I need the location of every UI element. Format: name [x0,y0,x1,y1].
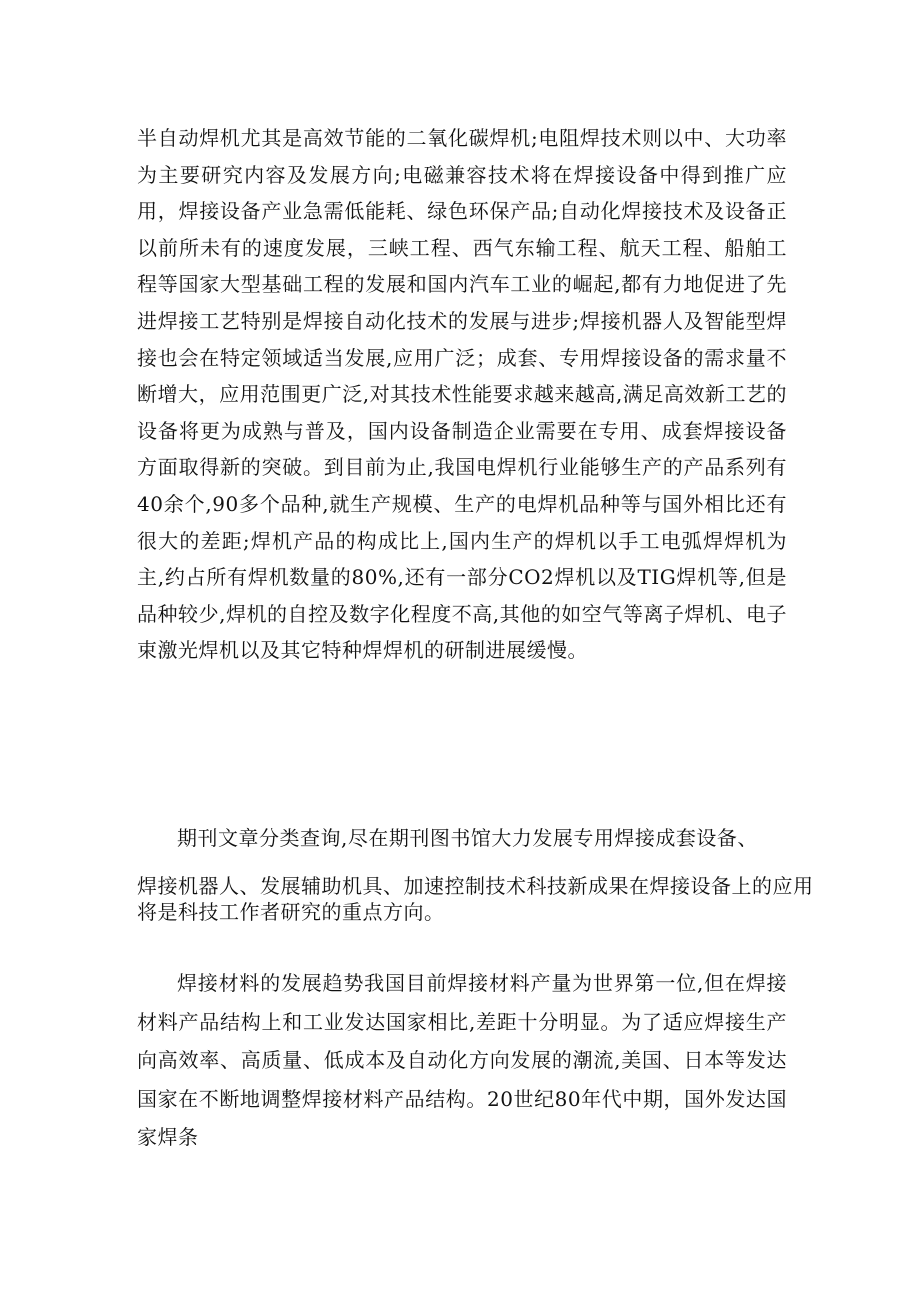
paragraph-welding-materials-trends: 焊接材料的发展趋势我国目前焊接材料产量为世界第一位,但在焊接材料产品结构上和工业发达国家相比,差距十分明显。为了适应焊接生产向高效率、高质量、低成本及自动化方向发展的潮流,美国、日本等发达国家在不断地调整焊接材料产品结构。20世纪80年代中期，国外发达国家焊条 [137,971,787,1150]
paragraph-journal-query-line: 期刊文章分类查询,尽在期刊图书馆大力发展专用焊接成套设备、 [177,826,758,850]
paragraph-welding-equipment-trends: 半自动焊机尤其是高效节能的二氧化碳焊机;电阻焊技术则以中、大功率为主要研究内容及发展方向;电磁兼容技术将在焊接设备中得到推广应用，焊接设备产业急需低能耗、绿色环保产品;自动化焊接技术及设备正以前所未有的速度发展，三峡工程、西气东输工程、航天工程、船舶工程等国家大型基础工程的发展和国内汽车工业的崛起,都有力地促进了先进焊接工艺特别是焊接自动化技术的发展与进步;焊接机器人及智能型焊接也会在特定领域适当发展,应用广泛；成套、专用焊接设备的需求量不断增大，应用范围更广泛,对其技术性能要求越来越高,满足高效新工艺的设备将更为成熟与普及，国内设备制造企业需要在专用、成套焊接设备方面取得新的突破。到目前为止,我国电焊机行业能够生产的产品系列有40余个,90多个品种,就生产规模、生产的电焊机品种等与国外相比还有很大的差距;焊机产品的构成比上,国内生产的焊机以手工电弧焊焊机为主,约占所有焊机数量的80%,还有一部分CO2焊机以及TIG焊机等,但是品种较少,焊机的自控及数字化程度不高,其他的如空气等离子焊机、电子束激光焊机以及其它特种焊焊机的研制进展缓慢。 [137,126,787,663]
paragraph-robot-development-line: 焊接机器人、发展辅助机具、加速控制技术科技新成果在焊接设备上的应用 [137,874,814,898]
paragraph-research-focus-line: 将是科技工作者研究的重点方向。 [137,900,445,924]
